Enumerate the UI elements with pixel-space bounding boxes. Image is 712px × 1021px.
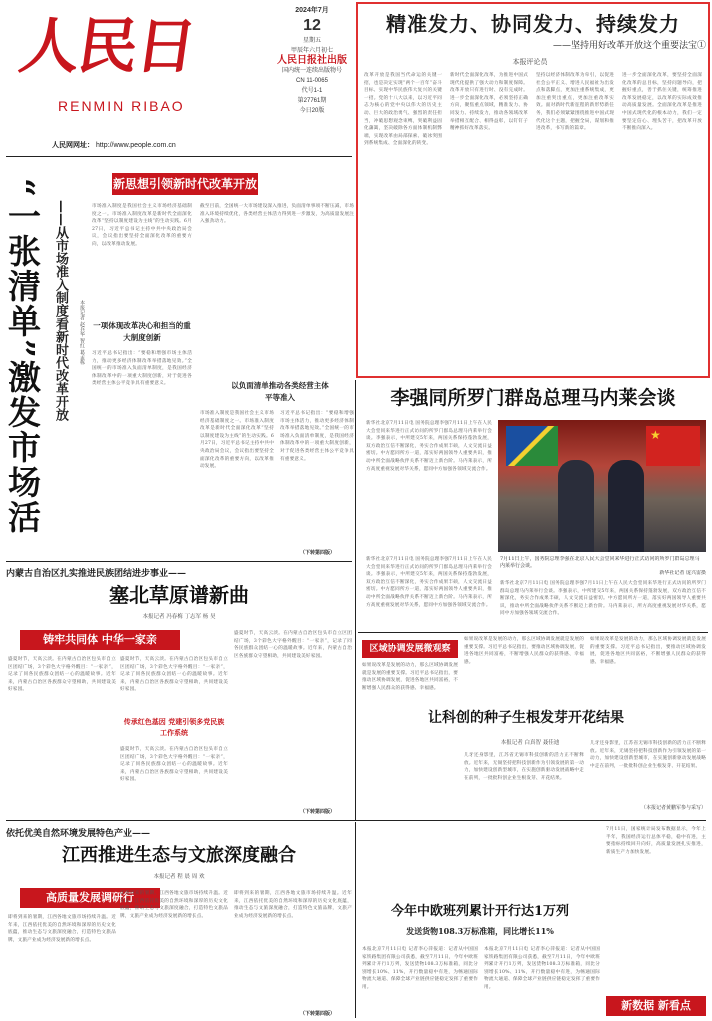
code-label: 国内统一连续出版物号 <box>281 68 342 74</box>
issue-weekday: 星期五 <box>302 38 321 44</box>
person-left <box>558 460 594 552</box>
feature-col-1: 市场准入制度是我国社会主义市场经济基础制度之一。市场准入制度改革是新时代全面深化改革“坚持以制度建设为主线”的生动实践。6月27日，习近平总书记主持中共中央政治局会议，会议指出要坚持全面深化改革的重要方向，以改革推动发展。 <box>92 204 192 247</box>
feature-col-2: 截至目前，全国统一大市场建设深入推进，负面清单事项不断压减，市场准入环境持续优化，各类经营主体活力得到进一步激发，为高质量发展注入强劲动力。 <box>200 204 354 225</box>
inner-mongolia-col-2b: 盛夏时节，天高云淡。在内蒙古自治区包头市自立区团结广场，3个彩色大字格外醒目：“一家亲”，记录了同各民族群众团结一心的温暖故事。近年来，内蒙古自治区各族群众守望相助，共同建设美好家园。 <box>120 747 228 783</box>
jiangxi-col-1: 即将到来的暑期，江西各地文旅市场持续升温。近年来，江西依托优美的自然环境和深厚的历史文化底蕴，推动生态与文旅深度融合，打造特色文旅品牌，文旅产业成为经济发展新的增长点。 <box>8 915 116 943</box>
solomon-flag <box>506 426 558 466</box>
vertical-subhead: ——从市场准入制度看新时代改革开放 <box>53 200 68 421</box>
feature-col-2b: 市场准入制度是我国社会主义市场经济基础制度之一。市场准入制度改革是新时代全面深化改革“坚持以制度建设为主线”的生动实践。6月27日，习近平总书记主持中共中央政治局会议，会议指出要坚持全面深化改革的重要方向，以改革推动发展。 <box>200 411 274 470</box>
jiangxi-headline[interactable]: 江西推进生态与文旅深度融合 <box>62 845 296 866</box>
section-rule-1 <box>6 561 352 562</box>
inner-mongolia-byline: 本报记者 冯春梅 丁志军 杨 昊 <box>142 614 216 620</box>
flag-star-icon: ★ <box>650 428 661 442</box>
photo-caption: 7月11日上午，国务院总理李强在北京人民大会堂同来华进行正式访问的所罗门群岛总理马内莱举行会谈。 <box>500 556 700 569</box>
feature-col-1b: 习近平总书记指出：“要稳和增强市场主体活力，推动更多经济体制改革举措落地见效。”全国统一的市场准入负面清单制度，是我国经济体制改革中的一项重大制度创新，对于促进各类经营主体公平竞争具有重要意义。 <box>92 351 192 387</box>
masthead-title: 人民日報 <box>15 12 199 82</box>
seeds-col-1: 儿牙还身影里，江苏省无锡市科技创新的活力正不断释放。近年来，无锡坚持把科技创新作为引领发展的第一动力，加快建设创新型城市，在实施创新驱动发展战略中走在前列，一批批科创企业生根发芽、开花结果。 <box>464 753 584 781</box>
lead-column-1: 改革开放是我国当代命运的关键一招，也是决定实现“两个一百年”奋斗目标、实现中华民族伟大复兴的关键一招。党的十八大以来，以习近平同志为核心的党中央以伟大的历史主动、巨大的政治勇气、强烈的责任担当，冲破思想观念束缚，突破利益固化藩篱，坚决破除各方面体制机制弊端，实现改革由局部探索、破冰突围到系统集成、全面深化的转变。 <box>364 73 442 147</box>
inner-mongolia-col-3: 盛夏时节，天高云淡。在内蒙古自治区包头市自立区团结广场，3个彩色大字格外醒目：“一家亲”，记录了同各民族群众团结一心的温暖故事。近年来，内蒙古自治区各族群众守望相助，共同建设美好家园。 <box>234 631 352 659</box>
masthead-rule <box>6 156 352 157</box>
issue-day: 12 <box>303 17 321 34</box>
trains-headline[interactable]: 今年中欧班列累计开行达1万列 <box>390 904 570 919</box>
inner-mongolia-headline[interactable]: 塞北草原谱新曲 <box>109 583 249 607</box>
masthead-pinyin: RENMIN RIBAO <box>58 98 185 114</box>
vertical-headline[interactable]: “一张清单”激发市场活 <box>3 178 42 535</box>
inner-mongolia-subhead: 传承红色基因 党建引领多党民族工作系统 <box>123 717 225 737</box>
issue-lunar: 甲辰年六月初七 <box>290 48 333 54</box>
regional-tag: 区域协调发展微观察 <box>362 640 458 658</box>
postal-code: 代号1-1 <box>301 88 323 94</box>
feature-subhead-1: 一项体现改革决心和担当的重大制度创新 <box>93 321 191 342</box>
regional-col-2: 如果说改革是发展的动力，那么区域协调发展就是发展的重要支撑。习近平总书记指出，要推动区域协调发展，促进各地区共同富裕，不断增强人民群众的获得感、幸福感。 <box>464 637 584 665</box>
li-qiang-text: 新华社北京7月11日电 国务院总理李强7月11日上午在人民大会堂同来华进行正式访问的所罗门群岛总理马内莱举行会谈。李强表示，中所建交5年来，两国关系保持蓬勃发展，双方政治互信不断深化，务实合作成果丰硕，人文交流日益密切。中方愿同所方一道，落实好两国领导人重要共识，推动中所全面战略伙伴关系不断迈上新台阶。马内莱表示，所方高度重视发展对华关系，愿同中方加强各领域交流合作。 <box>366 421 492 472</box>
section-banner: 新思想引领新时代改革开放 <box>112 173 258 195</box>
trains-subhead: 发送货物108.3万标准箱，同比增长11% <box>406 926 554 936</box>
meeting-photo <box>498 420 706 552</box>
seeds-byline: 本报记者 白真智 聂佳迪 <box>500 740 560 746</box>
feature-col-3b: 习近平总书记指出：“要稳和增强市场主体活力，推动更多经济体制改革举措落地见效。”全国统一的市场准入负面清单制度，是我国经济体制改革中的一项重大制度创新，对于促进各类经营主体公平竞争具有重要意义。 <box>280 411 354 462</box>
jiangxi-kicker: 依托优美自然环境发展特色产业—— <box>6 829 151 839</box>
news-tag: 新数据 新看点 <box>606 996 706 1016</box>
lead-subtitle: ——坚持用好改革开放这个重要法宝① <box>552 41 706 51</box>
lead-column-3: 坚持以经济体制改革为牵引，以促进社会公平正义、增进人民福祉为出发点和落脚点，更加注重系统集成，更加注重突出重点，更加注重改革实效。面对新时代新征程的新形势新任务，我们必须紧紧围绕推进中国式现代化这个主题，把握全局，谋划和推进改革，书写新的篇章。 <box>536 73 614 132</box>
issue-number: 第27761期 <box>297 98 327 104</box>
inner-mongolia-kicker: 内蒙古自治区扎实推进民族团结进步事业—— <box>6 569 187 579</box>
trains-col-2: 本报北京7月11日电 记者李心萍报道：记者从中国国家铁路集团有限公司获悉，截至7月11日，今年中欧班列累计开行1万列，发送货物108.3万标准箱，同比分别增长10%、11%，开行数量稳中有进，为畅通国际物流大通道、保障全球产业链供应链稳定发挥了重要作用。 <box>484 947 600 990</box>
news-text: 7月11日，国家统计局发布数据显示，今年上半年，我国经济运行总体平稳，稳中有进，主要指标持续回升向好，高质量发展扎实推进，新质生产力加快发展。 <box>606 827 706 855</box>
vertical-byline: 本报记者 赵兵华 智红 葛孟栋 <box>79 300 85 365</box>
feature-subhead-2: 以负面清单推动各类经营主体平等准入 <box>231 381 329 402</box>
jiangxi-col-3: 即将到来的暑期，江西各地文旅市场持续升温。近年来，江西依托优美的自然环境和深厚的历史文化底蕴，推动生态与文旅深度融合，打造特色文旅品牌，文旅产业成为经济发展新的增长点。 <box>234 891 352 919</box>
inner-mongolia-col-2: 盛夏时节，天高云淡。在内蒙古自治区包头市自立区团结广场，3个彩色大字格外醒目：“一家亲”，记录了同各民族群众团结一心的温暖故事。近年来，内蒙古自治区各族群众守望相助，共同建设美好家园。 <box>120 657 228 693</box>
lead-author: 本报评论员 <box>512 58 548 66</box>
cn-number: CN 11-0065 <box>296 78 328 84</box>
website-link[interactable]: http://www.people.com.cn <box>95 142 176 149</box>
trains-col-1: 本报北京7月11日电 记者李心萍报道：记者从中国国家铁路集团有限公司获悉，截至7月11日，今年中欧班列累计开行1万列，发送货物108.3万标准箱，同比分别增长10%、11%，开行数量稳中有进，为畅通国际物流大通道、保障全球产业链供应链稳定发挥了重要作用。 <box>362 947 478 990</box>
lead-title[interactable]: 精准发力、协同发力、持续发力 <box>386 12 680 34</box>
section-rule-3 <box>6 820 706 821</box>
website-label: 人民网网址： <box>52 142 94 149</box>
li-qiang-headline[interactable]: 李强同所罗门群岛总理马内莱会谈 <box>390 387 676 409</box>
china-flag <box>646 426 700 466</box>
website-line <box>52 140 312 154</box>
seeds-col-2: 儿牙还身影里，江苏省无锡市科技创新的活力正不断释放。近年来，无锡坚持把科技创新作为引领发展的第一动力，加快建设创新型城市，在实施创新驱动发展战略中走在前列，一批批科创企业生根发芽、开花结果。 <box>590 741 706 769</box>
inner-mongolia-tag: 铸牢共同体 中华一家亲 <box>20 630 180 650</box>
jiangxi-continued[interactable]: （下转第四版） <box>300 1011 336 1017</box>
jiangxi-tag: 高质量发展调研行 <box>20 888 160 908</box>
feature-continued[interactable]: （下转第四版） <box>300 550 336 556</box>
jiangxi-col-2: 即将到来的暑期，江西各地文旅市场持续升温。近年来，江西依托优美的自然环境和深厚的历史文化底蕴，推动生态与文旅深度融合，打造特色文旅品牌，文旅产业成为经济发展新的增长点。 <box>120 891 228 919</box>
inner-mongolia-continued[interactable]: （下转第四版） <box>300 809 336 815</box>
li-qiang-text-3: 新华社北京7月11日电 国务院总理李强7月11日上午在人民大会堂同来华进行正式访问的所罗门群岛总理马内莱举行会谈。李强表示，中所建交5年来，两国关系保持蓬勃发展，双方政治互信不断深化，务实合作成果丰硕，人文交流日益密切。中方愿同所方一道，落实好两国领导人重要共识，推动中所全面战略伙伴关系不断迈上新台阶。马内莱表示，所方高度重视发展对华关系，愿同中方加强各领域交流合作。 <box>500 581 706 617</box>
seeds-headline[interactable]: 让科创的种子生根发芽开花结果 <box>428 710 624 726</box>
regional-col-1: 如果说改革是发展的动力，那么区域协调发展就是发展的重要支撑。习近平总书记指出，要推动区域协调发展，促进各地区共同富裕，不断增强人民群众的获得感、幸福感。 <box>362 663 458 691</box>
inner-mongolia-col-1: 盛夏时节，天高云淡。在内蒙古自治区包头市自立区团结广场，3个彩色大字格外醒目：“一家亲”，记录了同各民族群众团结一心的温暖故事。近年来，内蒙古自治区各族群众守望相助，共同建设美好家园。 <box>8 657 116 693</box>
section-rule-2 <box>358 632 708 633</box>
column-divider-main <box>355 380 356 820</box>
photo-credit: 新华社记者 庞兴雷摄 <box>659 570 706 576</box>
page-count: 今日20版 <box>299 108 325 114</box>
lead-column-2: 新时代全面深化改革，为推进中国式现代化提供了强大动力和制度保障。改革开放只有进行时、没有完成时。进一步全面深化改革，必须坚持正确方向，聚焦重点领域，精准发力、协同发力、持续发力，推动各领域改革举措相互配合、相得益彰，以钉钉子精神抓好改革落实。 <box>450 73 528 132</box>
person-right <box>608 460 644 552</box>
regional-col-3: 如果说改革是发展的动力，那么区域协调发展就是发展的重要支撑。习近平总书记指出，要推动区域协调发展，促进各地区共同富裕，不断增强人民群众的获得感、幸福感。 <box>590 637 706 665</box>
lead-column-4: 进一步全面深化改革，要坚持全面深化改革的总目标，坚持问题导向，把握好重点，善于抓住关键，统筹推进改革发展稳定，以改革的实际成效推动高质量发展。全面深化改革是推进中国式现代化的根本动力，我们一定要坚定信心、埋头苦干，把改革开放不断推向深入。 <box>622 73 702 132</box>
issue-date: 2024年7月 <box>295 7 329 14</box>
jiangxi-byline: 本报记者 程 晨 周 欢 <box>153 874 205 880</box>
column-divider-lower <box>355 822 356 1018</box>
issue-info <box>272 6 352 146</box>
publisher: 人民日报社出版 <box>277 55 347 66</box>
li-qiang-text-2: 新华社北京7月11日电 国务院总理李强7月11日上午在人民大会堂同来华进行正式访问的所罗门群岛总理马内莱举行会谈。李强表示，中所建交5年来，两国关系保持蓬勃发展，双方政治互信不断深化，务实合作成果丰硕，人文交流日益密切。中方愿同所方一道，落实好两国领导人重要共识，推动中所全面战略伙伴关系不断迈上新台阶。马内莱表示，所方高度重视发展对华关系，愿同中方加强各领域交流合作。 <box>366 557 492 608</box>
seeds-note: （本报记者黄鹏军参与采写） <box>640 805 706 811</box>
